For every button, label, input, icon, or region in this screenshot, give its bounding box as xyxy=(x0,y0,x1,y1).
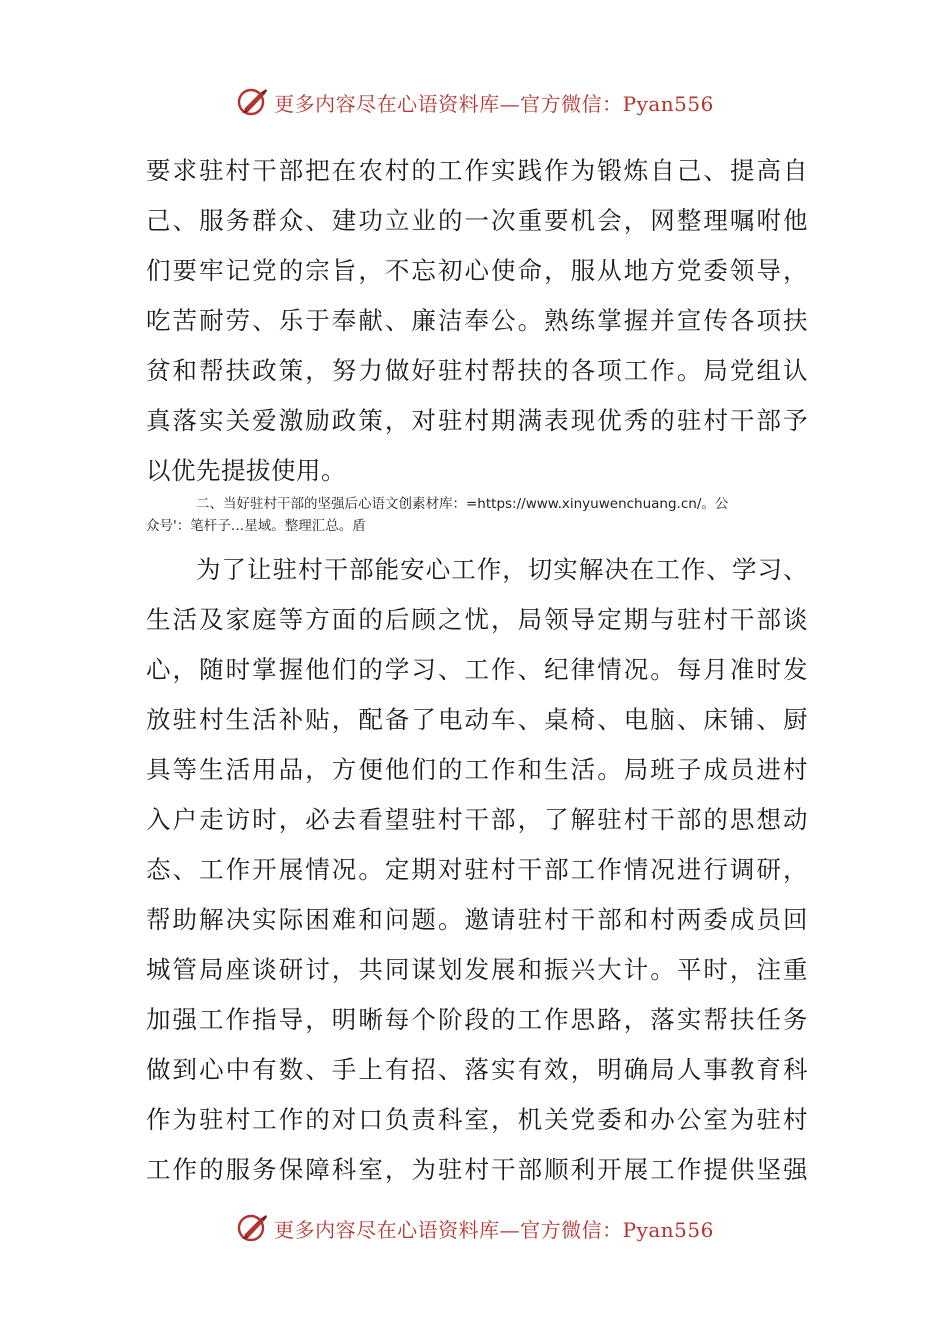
text-line: 加强工作指导，明晰每个阶段的工作思路，落实帮扶任务 xyxy=(146,1005,808,1034)
text-line: 具等生活用品，方便他们的工作和生活。局班子成员进村 xyxy=(146,755,808,784)
pen-logo-icon xyxy=(236,1211,270,1245)
header-banner-text: 更多内容尽在心语资料库—官方微信：Pyan556 xyxy=(274,91,714,116)
section-note-line-1: 二、当好驻村干部的坚强后心语文创素材库：=https://www.xinyuwenchuang.cn/。公 xyxy=(196,496,729,512)
text-line: 要求驻村干部把在农村的工作实践作为锻炼自己、提高自 xyxy=(146,156,808,185)
text-line: 放驻村生活补贴，配备了电动车、桌椅、电脑、床铺、厨 xyxy=(146,705,808,734)
text-line: 工作的服务保障科室，为驻村干部顺利开展工作提供坚强 xyxy=(146,1155,808,1184)
footer-banner xyxy=(0,1208,950,1248)
text-line: 作为驻村工作的对口负责科室，机关党委和办公室为驻村 xyxy=(146,1105,808,1134)
section-note-line-2: 众号'：笔杆子…星域。整理汇总。盾 xyxy=(146,518,366,534)
text-line: 心，随时掌握他们的学习、工作、纪律情况。每月准时发 xyxy=(146,655,808,684)
text-line: 己、服务群众、建功立业的一次重要机会，网整理嘱咐他 xyxy=(146,206,808,235)
text-line: 帮助解决实际困难和问题。邀请驻村干部和村两委成员回 xyxy=(146,905,808,934)
paragraph-1 xyxy=(146,146,808,496)
text-line: 态、工作开展情况。定期对驻村干部工作情况进行调研， xyxy=(146,855,808,884)
pen-logo-icon xyxy=(236,85,270,119)
text-line: 入户走访时，必去看望驻村干部，了解驻村干部的思想动 xyxy=(146,805,808,834)
text-line: 们要牢记党的宗旨，不忘初心使命，服从地方党委领导， xyxy=(146,256,808,285)
text-line: 做到心中有数、手上有招、落实有效，明确局人事教育科 xyxy=(146,1055,808,1084)
text-line: 真落实关爱激励政策，对驻村期满表现优秀的驻村干部予 xyxy=(146,406,808,435)
text-line: 为了让驻村干部能安心工作，切实解决在工作、学习、 xyxy=(196,555,808,584)
paragraph-2 xyxy=(146,545,808,1195)
text-line: 城管局座谈研讨，共同谋划发展和振兴大计。平时，注重 xyxy=(146,955,808,984)
header-banner xyxy=(0,82,950,122)
text-line: 生活及家庭等方面的后顾之忧，局领导定期与驻村干部谈 xyxy=(146,605,808,634)
text-line: 以优先提拔使用。 xyxy=(146,456,346,485)
text-line: 吃苦耐劳、乐于奉献、廉洁奉公。熟练掌握并宣传各项扶 xyxy=(146,306,808,335)
footer-banner-text: 更多内容尽在心语资料库—官方微信：Pyan556 xyxy=(274,1217,714,1242)
section-heading-note xyxy=(146,493,808,537)
text-line: 贫和帮扶政策，努力做好驻村帮扶的各项工作。局党组认 xyxy=(146,356,808,385)
